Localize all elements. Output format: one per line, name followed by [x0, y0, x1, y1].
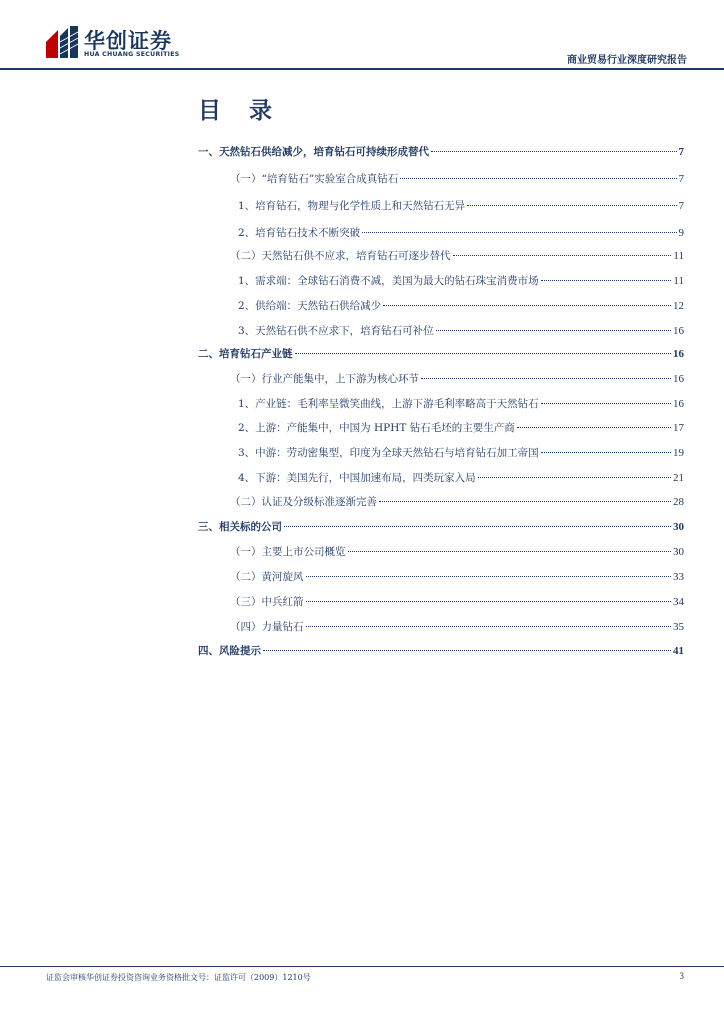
toc-entry[interactable] [238, 396, 684, 416]
leader-dots [541, 403, 671, 404]
toc-entry-label: （一）行业产能集中，上下游为核心环节 [230, 373, 419, 385]
toc-entry-page: 30 [673, 521, 684, 533]
toc-entry-label: （二）天然钻石供不应求，培育钻石可逐步替代 [230, 250, 451, 262]
toc-entry-label: 三、相关标的公司 [198, 521, 282, 533]
leader-dots [478, 477, 671, 478]
toc-entry[interactable] [230, 248, 684, 268]
toc-entry-page: 7 [678, 200, 684, 212]
toc-entry-page: 7 [678, 146, 684, 158]
toc-entry-page: 35 [673, 621, 684, 633]
leader-dots [379, 501, 671, 502]
leader-dots [295, 353, 672, 354]
footer-divider [0, 966, 724, 967]
toc-entry-label: （四）力量钻石 [230, 621, 304, 633]
toc-entry-page: 12 [673, 300, 684, 312]
logo-english-text: HUA CHUANG SECURITIES [84, 51, 180, 58]
toc-entry[interactable] [198, 519, 684, 539]
toc-entry-page: 11 [673, 275, 684, 287]
toc-entry-page: 17 [673, 422, 684, 434]
toc-entry-label: 2、培育钻石技术不断突破 [238, 227, 361, 239]
toc-entry-label: 1、需求端：全球钻石消费不减，美国为最大的钻石珠宝消费市场 [238, 275, 539, 287]
toc-entry[interactable] [238, 470, 684, 490]
toc-entry[interactable] [238, 420, 684, 440]
toc-entry-page: 11 [673, 250, 684, 262]
logo-chinese-text: 华创证券 [84, 29, 172, 53]
toc-entry[interactable] [238, 445, 684, 465]
toc-entry[interactable] [198, 144, 684, 164]
leader-dots [431, 151, 677, 152]
toc-entry[interactable] [198, 346, 684, 366]
toc-entry[interactable] [230, 569, 684, 589]
leader-dots [383, 305, 671, 306]
leader-dots [306, 576, 672, 577]
toc-entry-label: 二、培育钻石产业链 [198, 348, 293, 360]
leader-dots [436, 330, 671, 331]
toc-entry[interactable] [230, 494, 684, 514]
toc-entry[interactable] [230, 171, 684, 191]
leader-dots [541, 280, 672, 281]
toc-entry-label: （二）认证及分级标准逐渐完善 [230, 496, 377, 508]
toc-entry[interactable] [230, 371, 684, 391]
leader-dots [541, 452, 671, 453]
toc-entry[interactable] [238, 323, 684, 343]
toc-entry-label: （二）黄河旋风 [230, 571, 304, 583]
toc-title: 目 录 [198, 97, 283, 124]
toc-entry-label: 2、供给端：天然钻石供给减少 [238, 300, 382, 312]
toc-entry-page: 21 [673, 472, 684, 484]
leader-dots [284, 526, 671, 527]
company-logo [44, 24, 194, 64]
toc-entry[interactable] [230, 619, 684, 639]
toc-entry-page: 34 [673, 596, 684, 608]
toc-entry-label: 1、培育钻石，物理与化学性质上和天然钻石无异 [238, 200, 466, 212]
toc-entry-page: 33 [673, 571, 684, 583]
toc-entry-page: 16 [673, 348, 684, 360]
footer-disclaimer: 证监会审核华创证券投资咨询业务资格批文号：证监许可（2009）1210号 [46, 973, 311, 982]
toc-entry-page: 41 [673, 645, 684, 657]
logo-mark-icon [44, 24, 80, 60]
page-header [0, 0, 724, 72]
toc-entry[interactable] [238, 225, 684, 245]
leader-dots [306, 626, 672, 627]
leader-dots [263, 650, 671, 651]
toc-entry-page: 30 [673, 546, 684, 558]
leader-dots [348, 551, 672, 552]
toc-entry-page: 7 [678, 173, 684, 185]
toc-entry-label: （三）中兵红箭 [230, 596, 304, 608]
toc-entry-label: 2、上游：产能集中，中国为 HPHT 钻石毛坯的主要生产商 [238, 422, 515, 434]
toc-entry-page: 19 [673, 447, 684, 459]
leader-dots [400, 178, 676, 179]
toc-entry-label: 一、天然钻石供给减少，培育钻石可持续形成替代 [198, 146, 429, 158]
toc-entry-label: （一）主要上市公司概览 [230, 546, 346, 558]
report-type-label: 商业贸易行业深度研究报告 [567, 55, 687, 66]
toc-entry[interactable] [238, 198, 684, 218]
leader-dots [362, 232, 676, 233]
leader-dots [517, 427, 671, 428]
leader-dots [453, 255, 672, 256]
toc-entry-label: 四、风险提示 [198, 645, 261, 657]
toc-entry-label: 4、下游：美国先行，中国加速布局，四类玩家入局 [238, 472, 476, 484]
header-divider [0, 68, 724, 70]
toc-entry-label: 3、天然钻石供不应求下，培育钻石可补位 [238, 325, 434, 337]
toc-entry[interactable] [198, 643, 684, 663]
toc-entry[interactable] [238, 298, 684, 318]
toc-entry[interactable] [238, 273, 684, 293]
toc-entry-label: 1、产业链：毛利率呈微笑曲线，上游下游毛利率略高于天然钻石 [238, 398, 539, 410]
toc-entry-page: 9 [678, 227, 684, 239]
toc-entry-page: 16 [673, 398, 684, 410]
leader-dots [421, 378, 671, 379]
toc-entry-page: 16 [673, 325, 684, 337]
page-number: 3 [679, 971, 684, 981]
toc-entry-page: 16 [673, 373, 684, 385]
leader-dots [467, 205, 676, 206]
toc-entry-label: （一）“培育钻石”实验室合成真钻石 [230, 173, 399, 185]
toc-entry[interactable] [230, 594, 684, 614]
toc-entry[interactable] [230, 544, 684, 564]
toc-entry-page: 28 [673, 496, 684, 508]
toc-entry-label: 3、中游：劳动密集型，印度为全球天然钻石与培育钻石加工帝国 [238, 447, 539, 459]
leader-dots [306, 601, 672, 602]
